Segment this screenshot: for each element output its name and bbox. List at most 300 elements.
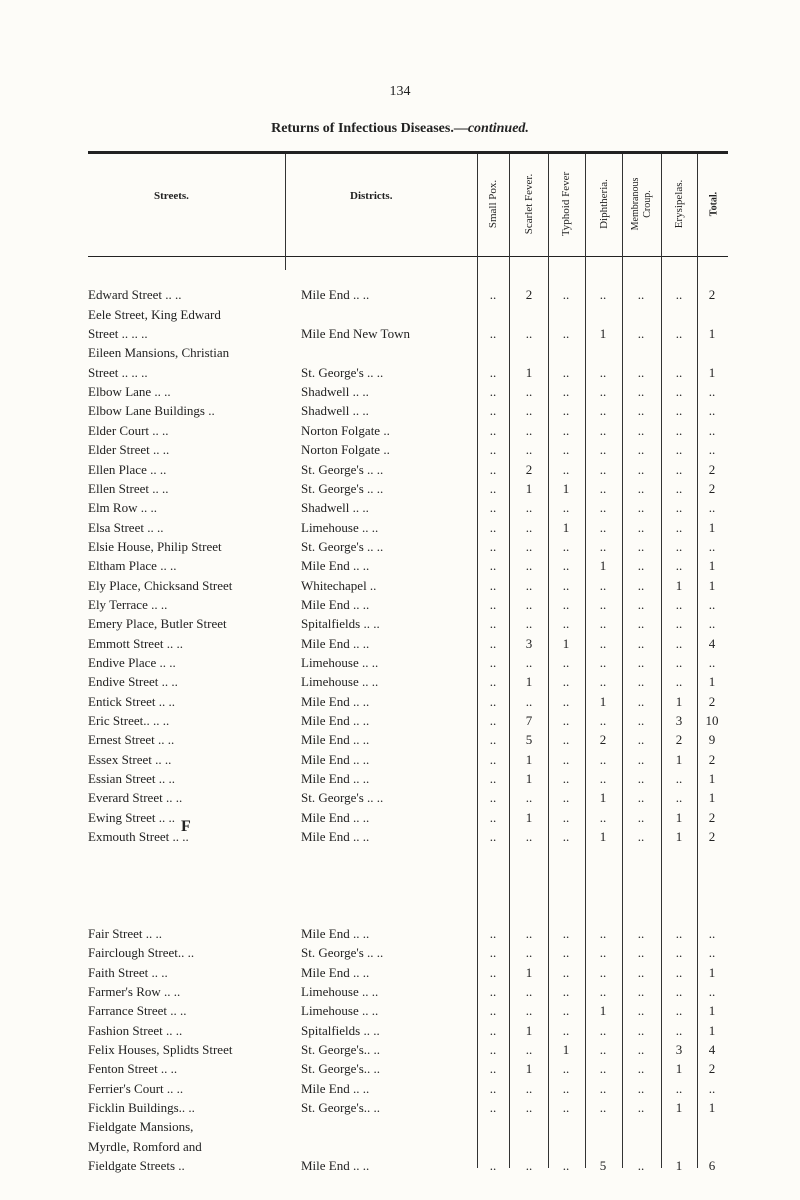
small-pox-cell: ..	[489, 519, 497, 535]
header-scarlet-fever: Scarlet Fever.	[523, 173, 535, 235]
membranous-croup-cell: ..	[637, 1003, 645, 1019]
small-pox-cell: ..	[489, 1042, 497, 1057]
page-title	[0, 121, 800, 137]
membranous-croup-cell: ..	[637, 480, 645, 496]
small-pox-cell: ..	[489, 713, 497, 729]
erysipelas-cell: ..	[675, 616, 683, 632]
erysipelas-cell: ..	[675, 674, 683, 690]
district-cell: Norton Folgate ..	[301, 442, 390, 458]
membranous-croup-cell: ..	[637, 596, 645, 612]
table-row	[0, 653, 800, 673]
membranous-croup-cell: ..	[637, 751, 645, 767]
small-pox-cell: ..	[489, 771, 497, 787]
street-cell: Fieldgate Streets ..	[88, 1158, 185, 1174]
diphtheria-cell: ..	[599, 422, 607, 438]
street-cell: Ellen Street .. ..	[88, 480, 169, 496]
total-cell: 1	[708, 519, 716, 535]
small-pox-cell: ..	[489, 1080, 497, 1096]
table-row	[0, 343, 800, 363]
street-cell: Myrdle, Romford and	[88, 1138, 202, 1154]
street-cell: Endive Place .. ..	[88, 655, 176, 670]
district-cell: Mile End .. ..	[301, 635, 370, 651]
typhoid-fever-cell: ..	[562, 771, 570, 787]
table-row	[0, 692, 800, 712]
erysipelas-cell: ..	[675, 964, 683, 980]
district-cell: Shadwell .. ..	[301, 500, 369, 516]
membranous-croup-cell: ..	[637, 693, 645, 709]
erysipelas-cell: ..	[675, 771, 683, 787]
diphtheria-cell: ..	[599, 1042, 607, 1057]
total-cell: ..	[708, 655, 716, 670]
total-cell: ..	[708, 1080, 716, 1096]
street-cell: Ely Terrace .. ..	[88, 596, 168, 612]
street-cell: Ewing Street .. ..	[88, 809, 176, 825]
street-cell: Street .. .. ..	[88, 326, 148, 342]
district-cell: St. George's.. ..	[301, 1061, 381, 1077]
small-pox-cell: ..	[489, 1003, 497, 1019]
total-cell: 1	[708, 364, 716, 380]
membranous-croup-cell: ..	[637, 925, 645, 941]
membranous-croup-cell: ..	[637, 326, 645, 342]
small-pox-cell: ..	[489, 1100, 497, 1116]
total-cell: ..	[708, 925, 716, 941]
typhoid-fever-cell: ..	[562, 596, 570, 612]
erysipelas-cell: 3	[675, 1042, 683, 1057]
total-cell: ..	[708, 538, 716, 554]
typhoid-fever-cell: ..	[562, 1080, 570, 1096]
street-cell: Eileen Mansions, Christian	[88, 345, 230, 361]
street-cell: Eric Street.. .. ..	[88, 713, 170, 729]
typhoid-fever-cell: ..	[562, 1158, 570, 1174]
scarlet-fever-cell: ..	[525, 558, 533, 574]
header-small-pox: Small Pox.	[487, 179, 499, 229]
membranous-croup-cell: ..	[637, 287, 645, 303]
scarlet-fever-cell: ..	[525, 538, 533, 554]
erysipelas-cell: ..	[675, 422, 683, 438]
scarlet-fever-cell: 1	[525, 751, 533, 767]
typhoid-fever-cell: ..	[562, 1061, 570, 1077]
typhoid-fever-cell: ..	[562, 790, 570, 806]
street-cell: Fieldgate Mansions,	[88, 1119, 194, 1135]
table-row	[0, 1098, 800, 1118]
small-pox-cell: ..	[489, 790, 497, 806]
district-cell: Mile End .. ..	[301, 596, 370, 612]
diphtheria-cell: ..	[599, 751, 607, 767]
street-cell: Edward Street .. ..	[88, 287, 182, 303]
small-pox-cell: ..	[489, 1061, 497, 1077]
total-cell: 6	[708, 1158, 716, 1174]
total-cell: ..	[708, 945, 716, 961]
erysipelas-cell: ..	[675, 1022, 683, 1038]
typhoid-fever-cell: ..	[562, 964, 570, 980]
erysipelas-cell: ..	[675, 983, 683, 999]
scarlet-fever-cell: ..	[525, 326, 533, 342]
street-cell: Emery Place, Butler Street	[88, 616, 227, 632]
small-pox-cell: ..	[489, 751, 497, 767]
erysipelas-cell: ..	[675, 596, 683, 612]
total-cell: 1	[708, 1022, 716, 1038]
scarlet-fever-cell: 1	[525, 480, 533, 496]
total-cell: ..	[708, 403, 716, 419]
erysipelas-cell: ..	[675, 500, 683, 516]
membranous-croup-cell: ..	[637, 945, 645, 961]
typhoid-fever-cell: ..	[562, 461, 570, 477]
street-cell: Elder Street .. ..	[88, 442, 170, 458]
table-row	[0, 479, 800, 499]
membranous-croup-cell: ..	[637, 558, 645, 574]
membranous-croup-cell: ..	[637, 577, 645, 593]
small-pox-cell: ..	[489, 364, 497, 380]
typhoid-fever-cell: ..	[562, 925, 570, 941]
district-cell: Mile End .. ..	[301, 693, 370, 709]
diphtheria-cell: ..	[599, 403, 607, 419]
typhoid-fever-cell: ..	[562, 326, 570, 342]
total-cell: 2	[708, 809, 716, 825]
scarlet-fever-cell: ..	[525, 829, 533, 845]
scarlet-fever-cell: ..	[525, 983, 533, 999]
street-cell: Faith Street .. ..	[88, 964, 168, 980]
street-cell: Ficklin Buildings.. ..	[88, 1100, 195, 1116]
membranous-croup-cell: ..	[637, 442, 645, 458]
small-pox-cell: ..	[489, 577, 497, 593]
diphtheria-cell: ..	[599, 1022, 607, 1038]
street-cell: Essex Street .. ..	[88, 751, 172, 767]
typhoid-fever-cell: ..	[562, 287, 570, 303]
scarlet-fever-cell: 1	[525, 809, 533, 825]
erysipelas-cell: ..	[675, 635, 683, 651]
membranous-croup-cell: ..	[637, 983, 645, 999]
scarlet-fever-cell: 1	[525, 771, 533, 787]
district-cell: Limehouse .. ..	[301, 674, 379, 690]
typhoid-fever-cell: ..	[562, 829, 570, 845]
scarlet-fever-cell: ..	[525, 945, 533, 961]
diphtheria-cell: ..	[599, 713, 607, 729]
typhoid-fever-cell: ..	[562, 983, 570, 999]
small-pox-cell: ..	[489, 596, 497, 612]
scarlet-fever-cell: ..	[525, 422, 533, 438]
table-row	[0, 750, 800, 770]
table-row	[0, 672, 800, 692]
erysipelas-cell: ..	[675, 558, 683, 574]
street-cell: Farmer's Row .. ..	[88, 983, 181, 999]
scarlet-fever-cell: ..	[525, 384, 533, 400]
erysipelas-cell: 1	[675, 1100, 683, 1116]
total-cell: 2	[708, 693, 716, 709]
street-cell: Eltham Place .. ..	[88, 558, 177, 574]
district-cell: Shadwell .. ..	[301, 384, 369, 400]
small-pox-cell: ..	[489, 655, 497, 670]
membranous-croup-cell: ..	[637, 674, 645, 690]
district-cell: Limehouse .. ..	[301, 519, 379, 535]
small-pox-cell: ..	[489, 480, 497, 496]
district-cell: St. George's .. ..	[301, 480, 384, 496]
scarlet-fever-cell: ..	[525, 519, 533, 535]
table-row	[0, 518, 800, 538]
diphtheria-cell: ..	[599, 945, 607, 961]
erysipelas-cell: 1	[675, 577, 683, 593]
typhoid-fever-cell: ..	[562, 500, 570, 516]
membranous-croup-cell: ..	[637, 809, 645, 825]
table-row	[0, 866, 800, 886]
scarlet-fever-cell: 1	[525, 364, 533, 380]
title-main: Returns of Infectious Diseases.—	[271, 121, 468, 136]
district-cell: St. George's .. ..	[301, 461, 384, 477]
small-pox-cell: ..	[489, 538, 497, 554]
scarlet-fever-cell: ..	[525, 655, 533, 670]
district-cell: St. George's .. ..	[301, 945, 384, 961]
district-cell: Norton Folgate ..	[301, 422, 390, 438]
typhoid-fever-cell: ..	[562, 558, 570, 574]
district-cell: Mile End .. ..	[301, 287, 370, 303]
table-row	[0, 711, 800, 731]
typhoid-fever-cell: ..	[562, 1022, 570, 1038]
street-cell: Fairclough Street.. ..	[88, 945, 195, 961]
membranous-croup-cell: ..	[637, 713, 645, 729]
street-cell: Fair Street .. ..	[88, 925, 163, 941]
typhoid-fever-cell: ..	[562, 616, 570, 632]
erysipelas-cell: ..	[675, 403, 683, 419]
table-row	[0, 982, 800, 1002]
diphtheria-cell: ..	[599, 364, 607, 380]
erysipelas-cell: ..	[675, 480, 683, 496]
district-cell: Mile End .. ..	[301, 558, 370, 574]
diphtheria-cell: ..	[599, 655, 607, 670]
district-cell: Shadwell .. ..	[301, 403, 369, 419]
title-continued: continued.	[467, 121, 529, 136]
small-pox-cell: ..	[489, 732, 497, 748]
diphtheria-cell: 1	[599, 558, 607, 574]
typhoid-fever-cell: 1	[562, 1042, 570, 1057]
diphtheria-cell: ..	[599, 635, 607, 651]
district-cell: Limehouse .. ..	[301, 655, 379, 670]
scarlet-fever-cell: 1	[525, 964, 533, 980]
district-cell: Mile End .. ..	[301, 732, 370, 748]
small-pox-cell: ..	[489, 422, 497, 438]
typhoid-fever-cell: ..	[562, 674, 570, 690]
total-cell: 1	[708, 326, 716, 342]
erysipelas-cell: ..	[675, 326, 683, 342]
district-cell: St. George's.. ..	[301, 1042, 381, 1057]
small-pox-cell: ..	[489, 945, 497, 961]
typhoid-fever-cell: ..	[562, 655, 570, 670]
small-pox-cell: ..	[489, 809, 497, 825]
table-row	[0, 847, 800, 867]
membranous-croup-cell: ..	[637, 616, 645, 632]
total-cell: 2	[708, 461, 716, 477]
membranous-croup-cell: ..	[637, 829, 645, 845]
col-rule	[285, 154, 286, 270]
total-cell: ..	[708, 442, 716, 458]
table-row	[0, 324, 800, 344]
membranous-croup-cell: ..	[637, 1100, 645, 1116]
header-total: Total.	[708, 191, 720, 217]
typhoid-fever-cell: ..	[562, 713, 570, 729]
header-diphtheria: Diphtheria.	[598, 179, 610, 229]
typhoid-fever-cell: ..	[562, 422, 570, 438]
membranous-croup-cell: ..	[637, 771, 645, 787]
scarlet-fever-cell: ..	[525, 442, 533, 458]
small-pox-cell: ..	[489, 384, 497, 400]
street-cell: Felix Houses, Splidts Street	[88, 1042, 233, 1057]
erysipelas-cell: 1	[675, 829, 683, 845]
street-cell: Street .. .. ..	[88, 364, 148, 380]
street-cell: Ferrier's Court .. ..	[88, 1080, 184, 1096]
scarlet-fever-cell: ..	[525, 693, 533, 709]
district-cell: St. George's.. ..	[301, 1100, 381, 1116]
table-row	[0, 905, 800, 925]
erysipelas-cell: ..	[675, 945, 683, 961]
table-row	[0, 808, 800, 828]
total-cell: 1	[708, 558, 716, 574]
district-cell: Spitalfields .. ..	[301, 616, 380, 632]
diphtheria-cell: ..	[599, 480, 607, 496]
total-cell: 1	[708, 790, 716, 806]
table-row	[0, 305, 800, 325]
diphtheria-cell: 2	[599, 732, 607, 748]
table-row	[0, 827, 800, 847]
page-number: 134	[389, 84, 411, 99]
street-cell: Farrance Street .. ..	[88, 1003, 187, 1019]
typhoid-fever-cell: ..	[562, 538, 570, 554]
small-pox-cell: ..	[489, 461, 497, 477]
header-streets: Streets.	[154, 190, 189, 202]
diphtheria-cell: ..	[599, 809, 607, 825]
typhoid-fever-cell: 1	[562, 480, 570, 496]
table-row	[0, 556, 800, 576]
membranous-croup-cell: ..	[637, 1080, 645, 1096]
scarlet-fever-cell: ..	[525, 1158, 533, 1174]
typhoid-fever-cell: ..	[562, 751, 570, 767]
district-cell: St. George's .. ..	[301, 538, 384, 554]
total-cell: 4	[708, 635, 716, 651]
scarlet-fever-cell: 1	[525, 674, 533, 690]
diphtheria-cell: ..	[599, 983, 607, 999]
scarlet-fever-cell: ..	[525, 1080, 533, 1096]
table-row	[0, 537, 800, 557]
table-row	[0, 1079, 800, 1099]
diphtheria-cell: ..	[599, 577, 607, 593]
typhoid-fever-cell: ..	[562, 364, 570, 380]
erysipelas-cell: 1	[675, 809, 683, 825]
table-row	[0, 1137, 800, 1157]
scarlet-fever-cell: ..	[525, 616, 533, 632]
district-cell: Limehouse .. ..	[301, 1003, 379, 1019]
district-cell: Mile End .. ..	[301, 1080, 370, 1096]
diphtheria-cell: ..	[599, 1061, 607, 1077]
table-row	[0, 1117, 800, 1137]
erysipelas-cell: ..	[675, 287, 683, 303]
scarlet-fever-cell: ..	[525, 577, 533, 593]
typhoid-fever-cell: ..	[562, 809, 570, 825]
district-cell: Mile End New Town	[301, 326, 410, 342]
typhoid-fever-cell: ..	[562, 693, 570, 709]
district-cell: Mile End .. ..	[301, 964, 370, 980]
scarlet-fever-cell: 1	[525, 1061, 533, 1077]
typhoid-fever-cell: ..	[562, 577, 570, 593]
street-cell: Entick Street .. ..	[88, 693, 176, 709]
erysipelas-cell: ..	[675, 1080, 683, 1096]
table-row	[0, 1156, 800, 1176]
diphtheria-cell: ..	[599, 500, 607, 516]
diphtheria-cell: ..	[599, 925, 607, 941]
diphtheria-cell: ..	[599, 519, 607, 535]
typhoid-fever-cell: ..	[562, 1003, 570, 1019]
header-membranous-croup: Membranous Croup.	[630, 177, 653, 231]
table-row	[0, 634, 800, 654]
small-pox-cell: ..	[489, 635, 497, 651]
membranous-croup-cell: ..	[637, 1042, 645, 1057]
street-cell: Emmott Street .. ..	[88, 635, 183, 651]
diphtheria-cell: ..	[599, 1100, 607, 1116]
table-row	[0, 421, 800, 441]
district-cell: St. George's .. ..	[301, 790, 384, 806]
scarlet-fever-cell: ..	[525, 500, 533, 516]
street-cell: Everard Street .. ..	[88, 790, 183, 806]
street-cell: Eele Street, King Edward	[88, 306, 221, 322]
membranous-croup-cell: ..	[637, 364, 645, 380]
erysipelas-cell: ..	[675, 790, 683, 806]
membranous-croup-cell: ..	[637, 500, 645, 516]
header-erysipelas: Erysipelas.	[673, 179, 685, 229]
erysipelas-cell: ..	[675, 461, 683, 477]
total-cell: ..	[708, 422, 716, 438]
diphtheria-cell: ..	[599, 596, 607, 612]
total-cell: 2	[708, 1061, 716, 1077]
diphtheria-cell: ..	[599, 616, 607, 632]
typhoid-fever-cell: 1	[562, 519, 570, 535]
total-cell: ..	[708, 616, 716, 632]
district-cell: Mile End .. ..	[301, 809, 370, 825]
table-row	[0, 363, 800, 383]
diphtheria-cell: ..	[599, 384, 607, 400]
scarlet-fever-cell: ..	[525, 1042, 533, 1057]
table-row	[0, 401, 800, 421]
membranous-croup-cell: ..	[637, 964, 645, 980]
total-cell: 4	[708, 1042, 716, 1057]
table-row	[0, 924, 800, 944]
membranous-croup-cell: ..	[637, 790, 645, 806]
diphtheria-cell: 1	[599, 326, 607, 342]
erysipelas-cell: 1	[675, 693, 683, 709]
erysipelas-cell: ..	[675, 442, 683, 458]
table-row	[0, 1040, 800, 1060]
erysipelas-cell: ..	[675, 384, 683, 400]
table-row	[0, 266, 800, 286]
typhoid-fever-cell: ..	[562, 403, 570, 419]
table-top-rule	[88, 151, 728, 154]
diphtheria-cell: ..	[599, 1080, 607, 1096]
header-typhoid-fever: Typhoid Fever	[560, 171, 572, 237]
erysipelas-cell: 1	[675, 751, 683, 767]
erysipelas-cell: ..	[675, 519, 683, 535]
table-row	[0, 943, 800, 963]
district-cell: Mile End .. ..	[301, 925, 370, 941]
diphtheria-cell: ..	[599, 538, 607, 554]
membranous-croup-cell: ..	[637, 1061, 645, 1077]
diphtheria-cell: 1	[599, 693, 607, 709]
scarlet-fever-cell: 2	[525, 287, 533, 303]
small-pox-cell: ..	[489, 442, 497, 458]
small-pox-cell: ..	[489, 983, 497, 999]
scarlet-fever-cell: 1	[525, 1022, 533, 1038]
district-cell: Mile End .. ..	[301, 1158, 370, 1174]
street-cell: Ely Place, Chicksand Street	[88, 577, 233, 593]
scarlet-fever-cell: 7	[525, 713, 533, 729]
district-cell: Mile End .. ..	[301, 829, 370, 845]
diphtheria-cell: ..	[599, 674, 607, 690]
street-cell: Elbow Lane Buildings ..	[88, 403, 215, 419]
table-row	[0, 1059, 800, 1079]
